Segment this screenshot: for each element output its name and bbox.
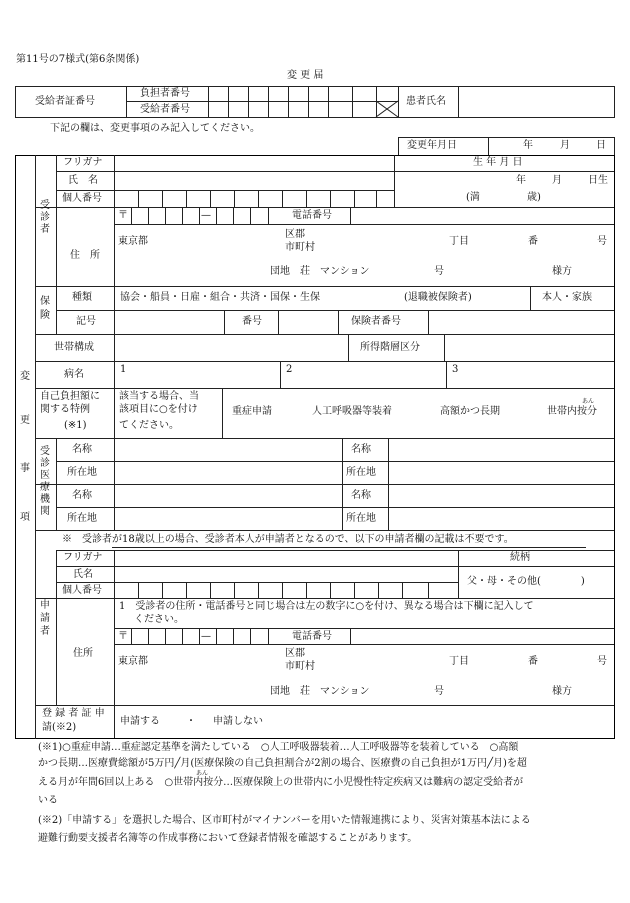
applicant-ban-label: 番 xyxy=(528,656,538,667)
medical-location-label-2: 所在地 xyxy=(67,513,97,524)
age-open-label: (満 xyxy=(466,192,480,203)
vlabel-insurance-2: 険 xyxy=(40,310,50,321)
applicant-name-label: 氏名 xyxy=(73,569,93,580)
patient-name-row-field[interactable] xyxy=(115,172,393,189)
recipient-cert-label: 受給者証番号 xyxy=(35,96,95,107)
retired-insured-label[interactable]: (退職被保険者) xyxy=(404,292,472,303)
medical-name-field-3[interactable] xyxy=(389,439,613,460)
income-level-label: 所得階層区分 xyxy=(360,342,420,353)
medical-name-field-2[interactable] xyxy=(115,485,341,506)
ruby-an: あん xyxy=(582,398,595,405)
form-number: 第11号の7様式(第6条関係) xyxy=(16,54,140,65)
applicant-sama-label: 様方 xyxy=(552,686,572,697)
medical-location-field-3[interactable] xyxy=(389,462,613,483)
applicant-phone-label: 電話番号 xyxy=(292,631,332,642)
birth-month-label: 月 xyxy=(552,175,562,186)
medical-name-label-2: 名称 xyxy=(72,490,92,501)
footnote-ruby-an: あん xyxy=(196,770,209,777)
patient-furigana-label: フリガナ xyxy=(63,157,103,168)
applicant-postal-mark: 〒 xyxy=(118,631,128,642)
recipient-number-label: 受給者番号 xyxy=(140,104,190,115)
applicant-note-underline xyxy=(112,547,586,548)
patient-address-label: 住 所 xyxy=(70,250,100,261)
birth-day-label: 日生 xyxy=(588,175,608,186)
high-long-term-option[interactable]: 高額かつ長期 xyxy=(440,406,500,417)
special-note-line2: 該項目に○を付け xyxy=(119,404,198,415)
applicant-go2-label: 号 xyxy=(434,686,444,697)
disease-number-3: 3 xyxy=(452,364,459,375)
self-family-options[interactable]: 本人・家族 xyxy=(542,292,592,303)
applicant-go-label: 号 xyxy=(597,656,607,667)
vlabel-change-3: 事 xyxy=(20,463,30,474)
no-apply-option[interactable]: 申請しない xyxy=(213,716,263,727)
tokyo-label: 東京都 xyxy=(118,236,148,247)
vlabel-medical-4: 療 xyxy=(40,482,50,493)
household-label: 世帯構成 xyxy=(54,342,94,353)
disease-number-1: 1 xyxy=(120,364,127,375)
medical-location-field-2[interactable] xyxy=(115,508,341,529)
registration-label-line1: 登 録 者 証 申 xyxy=(42,708,105,719)
footnote-1-line1: (※1)○重症申請…重症認定基準を満たしている ○人工呼吸器装着…人工呼吸器等を装着している ○高額 xyxy=(38,742,519,753)
chome-label: 丁目 xyxy=(449,236,469,247)
patient-name-field[interactable] xyxy=(459,87,613,116)
change-date-label: 変更年月日 xyxy=(407,140,457,151)
patient-furigana-field[interactable] xyxy=(115,156,393,170)
medical-name-label-4: 名称 xyxy=(351,490,371,501)
applicant-personal-number-label: 個人番号 xyxy=(62,585,102,596)
applicant-personal-number-field[interactable] xyxy=(115,583,457,597)
medical-name-field-4[interactable] xyxy=(389,485,613,506)
special-label-line3: (※1) xyxy=(64,420,87,431)
special-note-line3: てください。 xyxy=(119,420,179,431)
insured-number-field[interactable] xyxy=(429,311,613,333)
disease-field-3[interactable] xyxy=(460,362,612,387)
go2-label: 号 xyxy=(434,266,444,277)
vlabel-medical-1: 受 xyxy=(40,446,50,457)
medical-location-label-1: 所在地 xyxy=(67,467,97,478)
applicant-postal-dash: — xyxy=(201,631,211,642)
special-label-line2: 関する特例 xyxy=(40,404,90,415)
applicant-shi-label: 市町村 xyxy=(285,661,315,672)
vlabel-change-4: 項 xyxy=(20,512,30,523)
vlabel-applicant-1: 申 xyxy=(40,600,50,611)
medical-name-label-3: 名称 xyxy=(351,444,371,455)
applicant-phone-field[interactable] xyxy=(351,629,613,643)
go-label: 号 xyxy=(597,236,607,247)
footnote-2-line2: 避難行動要支援者名簿等の作成事務において登録者情報を確認することがあります。 xyxy=(38,833,418,844)
household-proration-option[interactable]: 世帯内按分 xyxy=(547,406,597,417)
footnote-1-line4: いる xyxy=(38,795,58,806)
applicant-danchi-label: 団地 荘 マンション xyxy=(270,686,370,697)
relation-label: 続柄 xyxy=(510,552,530,563)
applicant-tokyo-label: 東京都 xyxy=(118,656,148,667)
page-title: 変 更 届 xyxy=(287,70,324,81)
ban-label: 番 xyxy=(528,236,538,247)
insurance-symbol-field[interactable] xyxy=(115,311,223,333)
applicant-name-field[interactable] xyxy=(115,567,457,581)
vlabel-patient-1: 受 xyxy=(40,200,50,211)
applicant-furigana-label: フリガナ xyxy=(63,552,103,563)
disease-field-2[interactable] xyxy=(294,362,444,387)
household-field[interactable] xyxy=(115,335,347,360)
vlabel-change-2: 更 xyxy=(20,415,30,426)
age-close-label: 歳) xyxy=(527,192,541,203)
insurance-types[interactable]: 協会・船員・日雇・組合・共済・国保・生保 xyxy=(120,292,320,303)
insurance-symbol-label: 記号 xyxy=(76,316,96,327)
shi-label: 市町村 xyxy=(285,242,315,253)
applicant-address-label: 住所 xyxy=(73,648,93,659)
medical-name-label-1: 名称 xyxy=(72,444,92,455)
vlabel-patient-3: 者 xyxy=(40,224,50,235)
vlabel-medical-3: 医 xyxy=(40,470,50,481)
special-label-line1: 自己負担額に xyxy=(40,391,100,402)
disease-number-2: 2 xyxy=(286,364,293,375)
special-note-line1: 該当する場合、当 xyxy=(119,391,199,402)
instruction-text: 下記の欄は、変更事項のみ記入してください。 xyxy=(50,123,260,134)
medical-location-field-1[interactable] xyxy=(115,462,341,483)
danchi-label: 団地 荘 マンション xyxy=(270,266,370,277)
patient-name-row-label: 氏 名 xyxy=(68,175,98,186)
postal-dash: — xyxy=(201,210,211,221)
vlabel-applicant-3: 者 xyxy=(40,626,50,637)
medical-location-label-4: 所在地 xyxy=(346,513,376,524)
footnote-1-line3: える月が年間6回以上ある ○世帯内按分…医療保険上の世帯内に小児慢性特定疾病又は難病の認定受給者が xyxy=(38,777,524,788)
birth-year-label: 年 xyxy=(516,175,526,186)
registration-separator: ・ xyxy=(186,716,196,727)
footnote-2-line1: (※2)「申請する」を選択した場合、区市町村がマイナンバーを用いた情報連携により、災害対策基本法による xyxy=(38,815,531,826)
medical-location-field-4[interactable] xyxy=(389,508,613,529)
footnote-1-line2: かつ長期…医療費総額が5万円╱月(医療保険の自己負担割合が2割の場合、医療費の自己負担が1万円╱月)を超 xyxy=(38,758,527,769)
change-year-label: 年 xyxy=(523,140,533,151)
vlabel-applicant-2: 請 xyxy=(40,613,50,624)
change-day-label: 日 xyxy=(596,140,606,151)
birth-date-label: 生 年 月 日 xyxy=(473,157,523,168)
vlabel-medical-6: 関 xyxy=(40,506,50,517)
applicant-chome-label: 丁目 xyxy=(449,656,469,667)
vlabel-medical-5: 機 xyxy=(40,494,50,505)
applicant-furigana-field[interactable] xyxy=(115,551,457,565)
change-month-label: 月 xyxy=(560,140,570,151)
income-level-field[interactable] xyxy=(445,335,613,360)
sama-label: 様方 xyxy=(552,266,572,277)
relation-options[interactable]: 父・母・その他( ) xyxy=(467,576,585,587)
insurance-type-label: 種類 xyxy=(72,292,92,303)
apply-option[interactable]: 申請する xyxy=(120,716,160,727)
vlabel-medical-2: 診 xyxy=(40,458,50,469)
patient-phone-label: 電話番号 xyxy=(292,210,332,221)
applicant-ku-label: 区郡 xyxy=(285,648,305,659)
ventilator-option[interactable]: 人工呼吸器等装着 xyxy=(312,406,392,417)
patient-personal-number-field[interactable] xyxy=(115,191,393,206)
vlabel-change-1: 変 xyxy=(20,371,30,382)
medical-name-field-1[interactable] xyxy=(115,439,341,460)
payer-number-label: 負担者番号 xyxy=(140,88,190,99)
same-address-note-1[interactable]: 1 受診者の住所・電話番号と同じ場合は左の数字に○を付け、異なる場合は下欄に記入して xyxy=(119,601,534,612)
insurance-number-field[interactable] xyxy=(279,311,337,333)
patient-name-label: 患者氏名 xyxy=(406,96,446,107)
severe-application-option[interactable]: 重症申請 xyxy=(232,406,272,417)
postal-mark: 〒 xyxy=(118,210,128,221)
same-address-note-2: ください。 xyxy=(134,614,184,625)
disease-field-1[interactable] xyxy=(128,362,278,387)
registration-label-line2: 請(※2) xyxy=(42,722,77,733)
disease-label: 病名 xyxy=(64,369,84,380)
vlabel-patient-2: 診 xyxy=(40,212,50,223)
ku-label: 区郡 xyxy=(285,229,305,240)
patient-personal-number-label: 個人番号 xyxy=(62,193,102,204)
medical-location-label-3: 所在地 xyxy=(346,467,376,478)
insurance-number-label: 番号 xyxy=(242,316,262,327)
patient-phone-field[interactable] xyxy=(351,208,613,223)
vlabel-insurance-1: 保 xyxy=(40,296,50,307)
applicant-note: ※ 受診者が18歳以上の場合、受診者本人が申請者となるので、以下の申請者欄の記載は不要です。 xyxy=(62,534,514,545)
insured-number-label: 保険者番号 xyxy=(351,316,401,327)
